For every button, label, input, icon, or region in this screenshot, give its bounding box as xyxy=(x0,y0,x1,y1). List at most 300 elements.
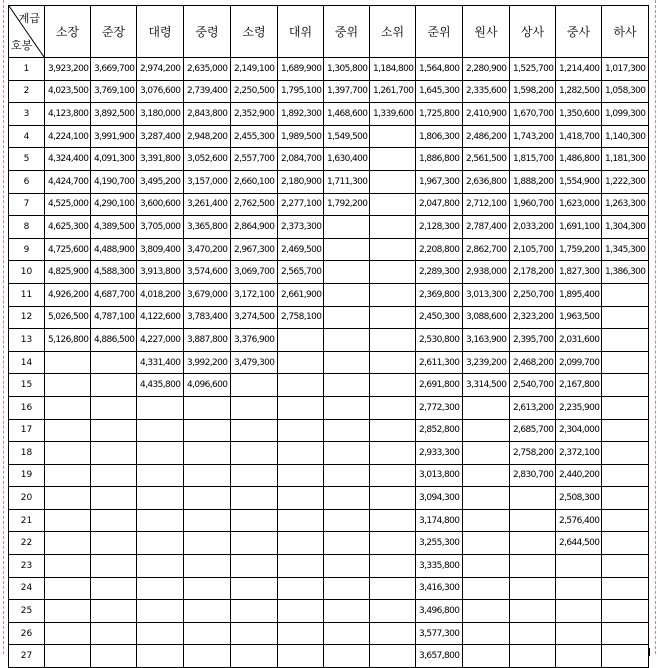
salary-cell xyxy=(324,419,370,442)
salary-cell: 3,577,300 xyxy=(416,622,463,645)
table-row xyxy=(9,238,649,261)
salary-cell xyxy=(91,577,137,600)
salary-cell: 1,418,700 xyxy=(556,125,602,148)
salary-cell xyxy=(278,600,324,623)
salary-cell xyxy=(231,600,278,623)
salary-cell: 4,123,800 xyxy=(45,103,91,126)
salary-cell xyxy=(370,487,416,510)
salary-cell xyxy=(602,487,649,510)
salary-cell: 1,630,400 xyxy=(324,148,370,171)
rank-header-cell: 대위 xyxy=(278,6,324,58)
salary-cell xyxy=(45,600,91,623)
salary-cell: 2,395,700 xyxy=(510,329,556,352)
salary-cell xyxy=(45,464,91,487)
step-cell: 23 xyxy=(9,555,45,578)
salary-cell: 3,913,800 xyxy=(137,261,184,284)
salary-cell: 3,769,100 xyxy=(91,80,137,103)
salary-cell xyxy=(602,351,649,374)
salary-cell: 3,657,800 xyxy=(416,645,463,668)
salary-cell xyxy=(370,464,416,487)
salary-cell: 3,783,400 xyxy=(184,306,231,329)
salary-cell xyxy=(510,600,556,623)
table-row xyxy=(9,464,649,487)
salary-cell: 2,576,400 xyxy=(556,509,602,532)
salary-cell: 3,679,000 xyxy=(184,283,231,306)
salary-cell: 1,989,500 xyxy=(278,125,324,148)
salary-cell xyxy=(91,600,137,623)
salary-cell xyxy=(184,442,231,465)
salary-cell: 3,076,600 xyxy=(137,80,184,103)
salary-cell xyxy=(278,487,324,510)
salary-cell xyxy=(370,238,416,261)
salary-cell: 3,892,500 xyxy=(91,103,137,126)
salary-cell xyxy=(91,351,137,374)
salary-cell xyxy=(45,487,91,510)
salary-cell xyxy=(370,306,416,329)
remarks-row-edge xyxy=(8,648,650,656)
step-cell: 27 xyxy=(9,645,45,668)
salary-cell: 2,758,100 xyxy=(278,306,324,329)
salary-cell xyxy=(324,509,370,532)
salary-cell: 2,540,700 xyxy=(510,374,556,397)
rank-header-cell: 원사 xyxy=(463,6,510,58)
step-cell: 6 xyxy=(9,170,45,193)
salary-cell: 1,386,300 xyxy=(602,261,649,284)
salary-cell: 2,369,800 xyxy=(416,283,463,306)
table-row xyxy=(9,396,649,419)
header-row xyxy=(9,6,649,58)
salary-cell xyxy=(370,329,416,352)
salary-cell: 4,018,200 xyxy=(137,283,184,306)
salary-cell xyxy=(602,283,649,306)
step-cell: 7 xyxy=(9,193,45,216)
salary-cell: 3,496,800 xyxy=(416,600,463,623)
salary-cell: 2,852,800 xyxy=(416,419,463,442)
salary-cell: 1,549,500 xyxy=(324,125,370,148)
step-cell: 11 xyxy=(9,283,45,306)
salary-cell: 1,222,300 xyxy=(602,170,649,193)
salary-cell: 1,886,800 xyxy=(416,148,463,171)
table-row xyxy=(9,442,649,465)
salary-cell: 2,530,800 xyxy=(416,329,463,352)
salary-cell xyxy=(278,329,324,352)
salary-cell: 3,314,500 xyxy=(463,374,510,397)
table-row xyxy=(9,509,649,532)
salary-cell: 2,468,200 xyxy=(510,351,556,374)
salary-cell xyxy=(510,622,556,645)
table-row xyxy=(9,577,649,600)
salary-table-body xyxy=(9,58,649,668)
salary-cell: 1,711,300 xyxy=(324,170,370,193)
salary-cell: 3,992,200 xyxy=(184,351,231,374)
salary-cell: 2,149,100 xyxy=(231,58,278,81)
salary-cell: 2,772,300 xyxy=(416,396,463,419)
salary-cell: 2,455,300 xyxy=(231,125,278,148)
salary-cell: 2,099,700 xyxy=(556,351,602,374)
salary-cell: 2,974,200 xyxy=(137,58,184,81)
salary-cell: 3,495,200 xyxy=(137,170,184,193)
salary-cell xyxy=(556,622,602,645)
corner-rank-label: 계급 xyxy=(18,12,40,25)
salary-cell xyxy=(370,351,416,374)
salary-cell: 3,013,300 xyxy=(463,283,510,306)
salary-cell: 1,792,200 xyxy=(324,193,370,216)
salary-cell xyxy=(602,509,649,532)
table-row xyxy=(9,622,649,645)
rank-header-cell: 준장 xyxy=(91,6,137,58)
salary-cell: 2,304,000 xyxy=(556,419,602,442)
rank-header-cell: 상사 xyxy=(510,6,556,58)
step-cell: 14 xyxy=(9,351,45,374)
salary-cell xyxy=(602,306,649,329)
salary-cell: 3,157,000 xyxy=(184,170,231,193)
salary-cell: 2,180,900 xyxy=(278,170,324,193)
salary-cell xyxy=(45,555,91,578)
salary-cell xyxy=(602,532,649,555)
salary-cell xyxy=(370,396,416,419)
salary-cell: 1,967,300 xyxy=(416,170,463,193)
page-margin-right-guide xyxy=(655,0,656,654)
salary-cell xyxy=(463,622,510,645)
salary-cell: 1,827,300 xyxy=(556,261,602,284)
table-row xyxy=(9,283,649,306)
salary-cell xyxy=(91,396,137,419)
salary-cell xyxy=(231,442,278,465)
salary-cell xyxy=(510,577,556,600)
salary-cell xyxy=(463,442,510,465)
salary-cell xyxy=(602,396,649,419)
salary-cell xyxy=(510,509,556,532)
salary-cell: 2,373,300 xyxy=(278,216,324,239)
salary-cell: 2,660,100 xyxy=(231,170,278,193)
salary-cell xyxy=(278,509,324,532)
step-cell: 10 xyxy=(9,261,45,284)
salary-cell xyxy=(324,351,370,374)
salary-cell xyxy=(45,577,91,600)
salary-cell: 3,669,700 xyxy=(91,58,137,81)
salary-cell xyxy=(231,464,278,487)
salary-cell: 1,181,300 xyxy=(602,148,649,171)
salary-cell xyxy=(324,306,370,329)
salary-cell: 4,224,100 xyxy=(45,125,91,148)
salary-cell: 3,887,800 xyxy=(184,329,231,352)
salary-cell: 2,787,400 xyxy=(463,216,510,239)
salary-cell: 3,923,200 xyxy=(45,58,91,81)
salary-cell xyxy=(324,261,370,284)
salary-cell xyxy=(231,532,278,555)
table-row xyxy=(9,351,649,374)
salary-cell xyxy=(231,374,278,397)
salary-cell: 2,938,000 xyxy=(463,261,510,284)
table-row xyxy=(9,170,649,193)
salary-cell: 2,167,800 xyxy=(556,374,602,397)
salary-cell: 2,635,000 xyxy=(184,58,231,81)
salary-cell: 2,565,700 xyxy=(278,261,324,284)
salary-cell: 3,365,800 xyxy=(184,216,231,239)
salary-cell: 4,687,700 xyxy=(91,283,137,306)
salary-cell xyxy=(91,442,137,465)
salary-cell xyxy=(324,329,370,352)
salary-cell xyxy=(137,555,184,578)
salary-cell: 2,047,800 xyxy=(416,193,463,216)
salary-cell xyxy=(370,261,416,284)
salary-cell: 1,689,900 xyxy=(278,58,324,81)
salary-cell xyxy=(602,442,649,465)
salary-cell xyxy=(556,555,602,578)
salary-cell: 3,416,300 xyxy=(416,577,463,600)
salary-cell: 3,335,800 xyxy=(416,555,463,578)
salary-cell xyxy=(370,125,416,148)
salary-cell xyxy=(45,374,91,397)
salary-cell xyxy=(510,487,556,510)
salary-cell: 1,743,200 xyxy=(510,125,556,148)
salary-cell xyxy=(137,396,184,419)
salary-cell: 4,122,600 xyxy=(137,306,184,329)
salary-cell: 2,661,900 xyxy=(278,283,324,306)
salary-cell xyxy=(278,351,324,374)
salary-cell xyxy=(556,577,602,600)
table-row xyxy=(9,487,649,510)
salary-cell: 1,350,600 xyxy=(556,103,602,126)
salary-cell: 2,843,800 xyxy=(184,103,231,126)
salary-cell xyxy=(463,464,510,487)
step-cell: 4 xyxy=(9,125,45,148)
salary-cell: 1,554,900 xyxy=(556,170,602,193)
step-cell: 22 xyxy=(9,532,45,555)
salary-cell: 3,052,600 xyxy=(184,148,231,171)
salary-cell xyxy=(370,600,416,623)
step-cell: 8 xyxy=(9,216,45,239)
salary-cell: 3,705,000 xyxy=(137,216,184,239)
salary-cell: 4,023,500 xyxy=(45,80,91,103)
step-cell: 16 xyxy=(9,396,45,419)
salary-cell xyxy=(231,577,278,600)
salary-cell: 2,508,300 xyxy=(556,487,602,510)
salary-cell: 4,290,100 xyxy=(91,193,137,216)
rank-header-cell: 하사 xyxy=(602,6,649,58)
salary-cell: 4,227,000 xyxy=(137,329,184,352)
salary-cell xyxy=(278,374,324,397)
salary-cell: 2,561,500 xyxy=(463,148,510,171)
table-row xyxy=(9,58,649,81)
salary-cell xyxy=(278,577,324,600)
salary-cell xyxy=(370,419,416,442)
salary-cell: 1,261,700 xyxy=(370,80,416,103)
salary-cell xyxy=(463,577,510,600)
salary-cell: 1,691,100 xyxy=(556,216,602,239)
page-margin-left-guide xyxy=(3,0,4,654)
table-row xyxy=(9,216,649,239)
salary-cell: 2,685,700 xyxy=(510,419,556,442)
salary-cell: 4,389,500 xyxy=(91,216,137,239)
salary-cell: 1,759,200 xyxy=(556,238,602,261)
salary-cell xyxy=(324,283,370,306)
salary-cell xyxy=(137,509,184,532)
salary-cell: 1,345,300 xyxy=(602,238,649,261)
salary-cell xyxy=(324,216,370,239)
step-cell: 17 xyxy=(9,419,45,442)
rank-header-cell: 준위 xyxy=(416,6,463,58)
salary-cell: 3,239,200 xyxy=(463,351,510,374)
salary-cell: 2,352,900 xyxy=(231,103,278,126)
salary-cell xyxy=(324,442,370,465)
salary-cell: 4,588,300 xyxy=(91,261,137,284)
salary-cell xyxy=(45,442,91,465)
salary-cell: 2,105,700 xyxy=(510,238,556,261)
salary-cell: 1,888,200 xyxy=(510,170,556,193)
salary-cell xyxy=(137,532,184,555)
salary-cell: 2,864,900 xyxy=(231,216,278,239)
step-cell: 13 xyxy=(9,329,45,352)
rank-header-cell: 소장 xyxy=(45,6,91,58)
salary-cell xyxy=(184,600,231,623)
salary-cell: 4,787,100 xyxy=(91,306,137,329)
salary-cell: 2,084,700 xyxy=(278,148,324,171)
salary-cell xyxy=(463,419,510,442)
salary-cell: 2,830,700 xyxy=(510,464,556,487)
salary-cell: 2,486,200 xyxy=(463,125,510,148)
salary-cell: 1,815,700 xyxy=(510,148,556,171)
salary-cell xyxy=(602,622,649,645)
salary-cell xyxy=(370,374,416,397)
salary-cell xyxy=(91,487,137,510)
salary-cell: 4,324,400 xyxy=(45,148,91,171)
table-row xyxy=(9,80,649,103)
salary-cell: 1,598,200 xyxy=(510,80,556,103)
salary-cell: 3,013,800 xyxy=(416,464,463,487)
step-cell: 9 xyxy=(9,238,45,261)
table-row xyxy=(9,148,649,171)
salary-cell: 2,691,800 xyxy=(416,374,463,397)
salary-cell xyxy=(602,419,649,442)
salary-cell: 2,277,100 xyxy=(278,193,324,216)
salary-cell: 1,305,800 xyxy=(324,58,370,81)
salary-cell: 1,099,300 xyxy=(602,103,649,126)
rank-header-cell: 중사 xyxy=(556,6,602,58)
salary-cell xyxy=(324,555,370,578)
salary-cell xyxy=(91,532,137,555)
salary-cell: 3,274,500 xyxy=(231,306,278,329)
salary-cell xyxy=(370,193,416,216)
step-cell: 25 xyxy=(9,600,45,623)
salary-cell: 1,645,300 xyxy=(416,80,463,103)
salary-cell: 2,440,200 xyxy=(556,464,602,487)
salary-cell xyxy=(278,464,324,487)
salary-cell: 1,184,800 xyxy=(370,58,416,81)
salary-cell xyxy=(278,396,324,419)
salary-cell: 1,806,300 xyxy=(416,125,463,148)
salary-cell xyxy=(463,600,510,623)
salary-cell xyxy=(370,170,416,193)
salary-cell: 1,263,300 xyxy=(602,193,649,216)
salary-cell: 4,525,000 xyxy=(45,193,91,216)
salary-cell: 3,470,200 xyxy=(184,238,231,261)
salary-cell: 3,809,400 xyxy=(137,238,184,261)
salary-cell xyxy=(463,532,510,555)
salary-cell: 3,574,600 xyxy=(184,261,231,284)
salary-cell xyxy=(324,238,370,261)
table-row xyxy=(9,193,649,216)
salary-cell xyxy=(278,532,324,555)
step-cell: 1 xyxy=(9,58,45,81)
salary-cell xyxy=(370,283,416,306)
step-cell: 24 xyxy=(9,577,45,600)
salary-cell: 2,762,500 xyxy=(231,193,278,216)
salary-cell: 2,323,200 xyxy=(510,306,556,329)
salary-cell: 2,557,700 xyxy=(231,148,278,171)
salary-cell: 2,636,800 xyxy=(463,170,510,193)
salary-cell xyxy=(184,577,231,600)
salary-cell: 3,088,600 xyxy=(463,306,510,329)
table-row xyxy=(9,374,649,397)
salary-cell: 3,174,800 xyxy=(416,509,463,532)
salary-cell xyxy=(91,509,137,532)
salary-cell: 2,611,300 xyxy=(416,351,463,374)
salary-cell xyxy=(370,442,416,465)
salary-cell: 2,250,700 xyxy=(510,283,556,306)
salary-cell: 3,163,900 xyxy=(463,329,510,352)
step-cell: 12 xyxy=(9,306,45,329)
salary-cell: 1,895,400 xyxy=(556,283,602,306)
salary-cell xyxy=(184,464,231,487)
salary-cell: 3,180,000 xyxy=(137,103,184,126)
step-cell: 2 xyxy=(9,80,45,103)
salary-cell xyxy=(184,509,231,532)
salary-cell: 4,435,800 xyxy=(137,374,184,397)
salary-cell: 1,963,500 xyxy=(556,306,602,329)
salary-cell xyxy=(370,148,416,171)
salary-cell: 4,625,300 xyxy=(45,216,91,239)
salary-cell: 4,091,300 xyxy=(91,148,137,171)
salary-cell: 3,172,100 xyxy=(231,283,278,306)
salary-cell: 1,214,400 xyxy=(556,58,602,81)
salary-cell: 2,335,600 xyxy=(463,80,510,103)
step-cell: 21 xyxy=(9,509,45,532)
salary-cell: 1,670,700 xyxy=(510,103,556,126)
salary-cell xyxy=(91,622,137,645)
step-cell: 19 xyxy=(9,464,45,487)
salary-cell: 1,892,300 xyxy=(278,103,324,126)
table-row xyxy=(9,306,649,329)
salary-cell: 2,758,200 xyxy=(510,442,556,465)
salary-cell xyxy=(184,555,231,578)
salary-cell: 3,376,900 xyxy=(231,329,278,352)
salary-cell xyxy=(231,396,278,419)
salary-cell xyxy=(184,622,231,645)
salary-cell xyxy=(278,555,324,578)
salary-cell xyxy=(231,622,278,645)
salary-cell: 3,069,700 xyxy=(231,261,278,284)
salary-cell xyxy=(45,532,91,555)
salary-cell xyxy=(602,374,649,397)
table-row xyxy=(9,600,649,623)
salary-cell: 2,644,500 xyxy=(556,532,602,555)
salary-cell xyxy=(45,351,91,374)
rank-header-cell: 소위 xyxy=(370,6,416,58)
rank-header-cell: 중위 xyxy=(324,6,370,58)
salary-cell xyxy=(45,509,91,532)
salary-cell: 2,178,200 xyxy=(510,261,556,284)
salary-cell xyxy=(324,600,370,623)
salary-cell xyxy=(463,487,510,510)
salary-cell: 4,725,600 xyxy=(45,238,91,261)
salary-cell xyxy=(324,577,370,600)
salary-cell xyxy=(463,555,510,578)
salary-cell xyxy=(370,532,416,555)
salary-cell xyxy=(556,600,602,623)
salary-cell: 1,525,700 xyxy=(510,58,556,81)
salary-cell xyxy=(278,622,324,645)
